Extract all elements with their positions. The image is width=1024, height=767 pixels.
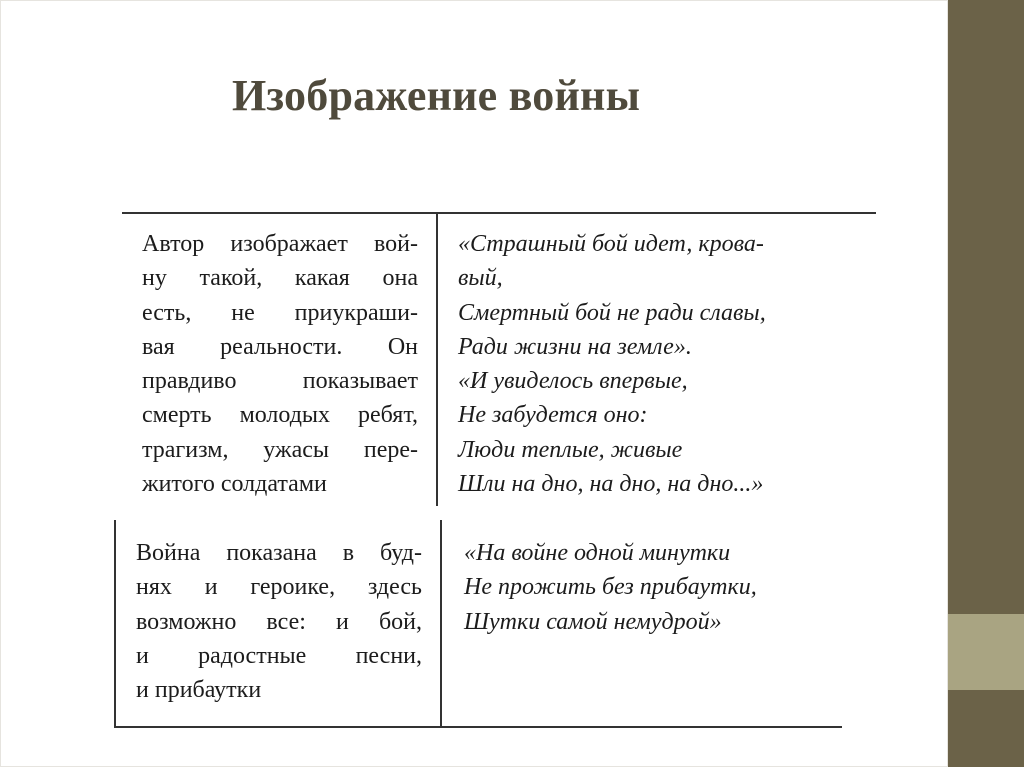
text-line: правдиво показывает xyxy=(142,368,418,395)
quote-line: вый, xyxy=(458,265,503,292)
row-2-description xyxy=(136,536,422,707)
quote-line: «Страшный бой идет, крова- xyxy=(458,231,764,257)
quote-line: «И увиделось впервые, xyxy=(458,368,688,395)
text-line: нях и героике, здесь xyxy=(136,574,422,601)
text-line: возможно все: и бой, xyxy=(136,608,422,635)
text-line: есть, не приукраши- xyxy=(142,299,418,326)
text-line: Война показана в буд- xyxy=(136,540,422,566)
table-row-1 xyxy=(122,210,878,510)
table-top-border xyxy=(122,212,876,214)
column-divider xyxy=(440,520,442,728)
quote-line: Шутки самой немудрой» xyxy=(464,608,722,635)
quote-line: Люди теплые, живые xyxy=(458,436,683,463)
quote-line: Не забудется оно: xyxy=(458,402,648,429)
quote-line: Смертный бой не ради славы, xyxy=(458,299,766,326)
text-line: вая реальности. Он xyxy=(142,333,418,360)
text-line: и прибаутки xyxy=(136,677,262,704)
text-line: трагизм, ужасы пере- xyxy=(142,436,418,463)
table-bottom-border xyxy=(114,726,842,728)
text-line: житого солдатами xyxy=(142,471,327,498)
text-line: и радостные песни, xyxy=(136,642,422,669)
text-line: ну такой, какая она xyxy=(142,265,418,292)
quote-line: «На войне одной минутки xyxy=(464,540,731,566)
text-line: Автор изображает вой- xyxy=(142,231,418,257)
text-line: смерть молодых ребят, xyxy=(142,402,418,429)
quote-line: Шли на дно, на дно, на дно...» xyxy=(458,471,764,498)
row-1-quote xyxy=(458,227,868,501)
row-2-quote xyxy=(464,536,834,639)
column-divider xyxy=(436,212,438,506)
quote-line: Не прожить без прибаутки, xyxy=(464,574,757,601)
quote-line: Ради жизни на земле». xyxy=(458,333,692,360)
slide-title: Изображение войны xyxy=(232,71,641,120)
table-left-border xyxy=(114,520,116,728)
row-1-description xyxy=(142,227,418,501)
table-row-2 xyxy=(114,520,844,732)
decorative-sidebar-accent xyxy=(948,614,1024,690)
